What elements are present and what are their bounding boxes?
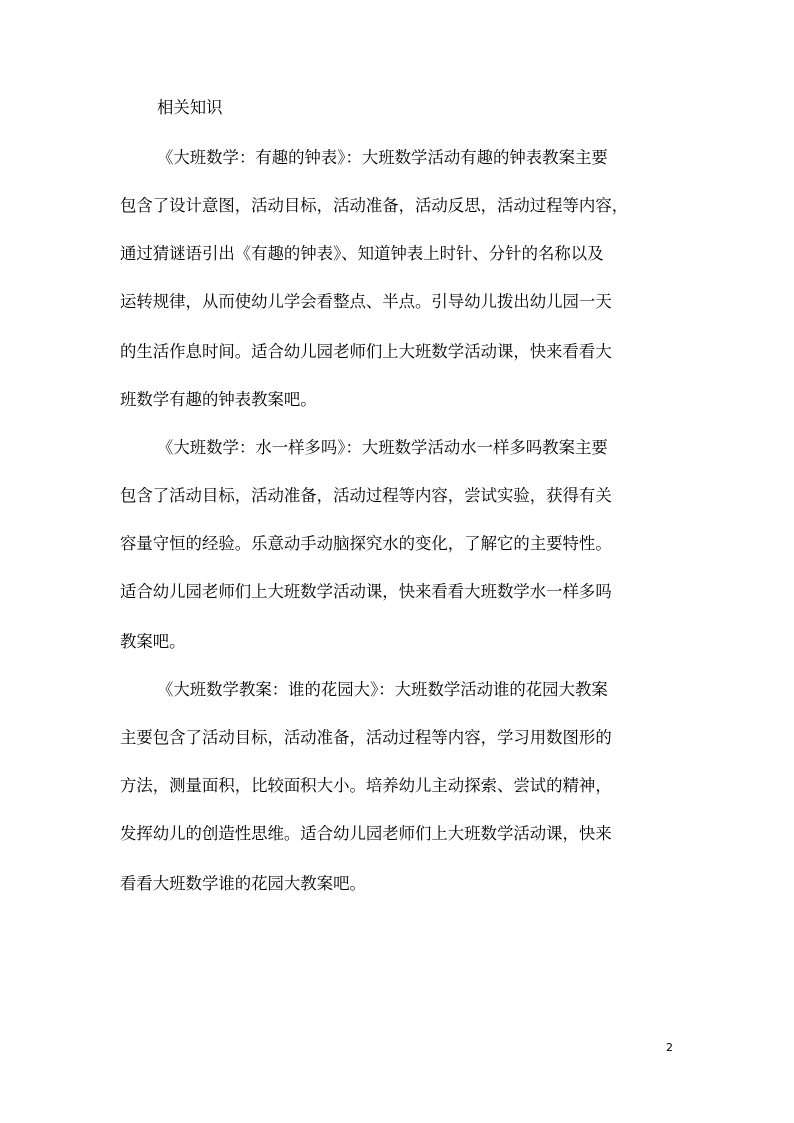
paragraph-line: 主要包含了活动目标，活动准备，活动过程等内容，学习用数图形的	[120, 728, 612, 747]
paragraph-line: 适合幼儿园老师们上大班数学活动课，快来看看大班数学水一样多吗	[120, 582, 612, 601]
paragraph-line: 方法，测量面积，比较面积大小。培养幼儿主动探索、尝试的精神，	[120, 776, 612, 795]
paragraph-line: 看看大班数学谁的花园大教案吧。	[120, 874, 366, 893]
paragraph-line: 包含了设计意图，活动目标，活动准备，活动反思，活动过程等内容，	[120, 196, 629, 215]
page-number: 2	[666, 1041, 673, 1054]
paragraph-line: 班数学有趣的钟表教案吧。	[120, 390, 317, 409]
paragraph-line: 《大班数学：水一样多吗》：大班数学活动水一样多吗教案主要	[157, 438, 608, 457]
paragraph-line: 《大班数学教案：谁的花园大》：大班数学活动谁的花园大教案	[157, 680, 608, 699]
paragraph-line: 《大班数学：有趣的钟表》：大班数学活动有趣的钟表教案主要	[157, 148, 608, 167]
paragraph-line: 的生活作息时间。适合幼儿园老师们上大班数学活动课，快来看看大	[120, 342, 612, 361]
paragraph-line: 发挥幼儿的创造性思维。适合幼儿园老师们上大班数学活动课，快来	[120, 824, 612, 843]
section-heading: 相关知识	[157, 98, 223, 117]
paragraph-line: 包含了活动目标，活动准备，活动过程等内容，尝试实验，获得有关	[120, 486, 612, 505]
paragraph-line: 教案吧。	[120, 632, 186, 651]
paragraph-line: 运转规律，从而使幼儿学会看整点、半点。引导幼儿拨出幼儿园一天	[120, 292, 612, 311]
paragraph-line: 通过猜谜语引出《有趣的钟表》、知道钟表上时针、分针的名称以及	[120, 244, 604, 263]
paragraph-line: 容量守恒的经验。乐意动手动脑探究水的变化，了解它的主要特性。	[120, 534, 612, 553]
